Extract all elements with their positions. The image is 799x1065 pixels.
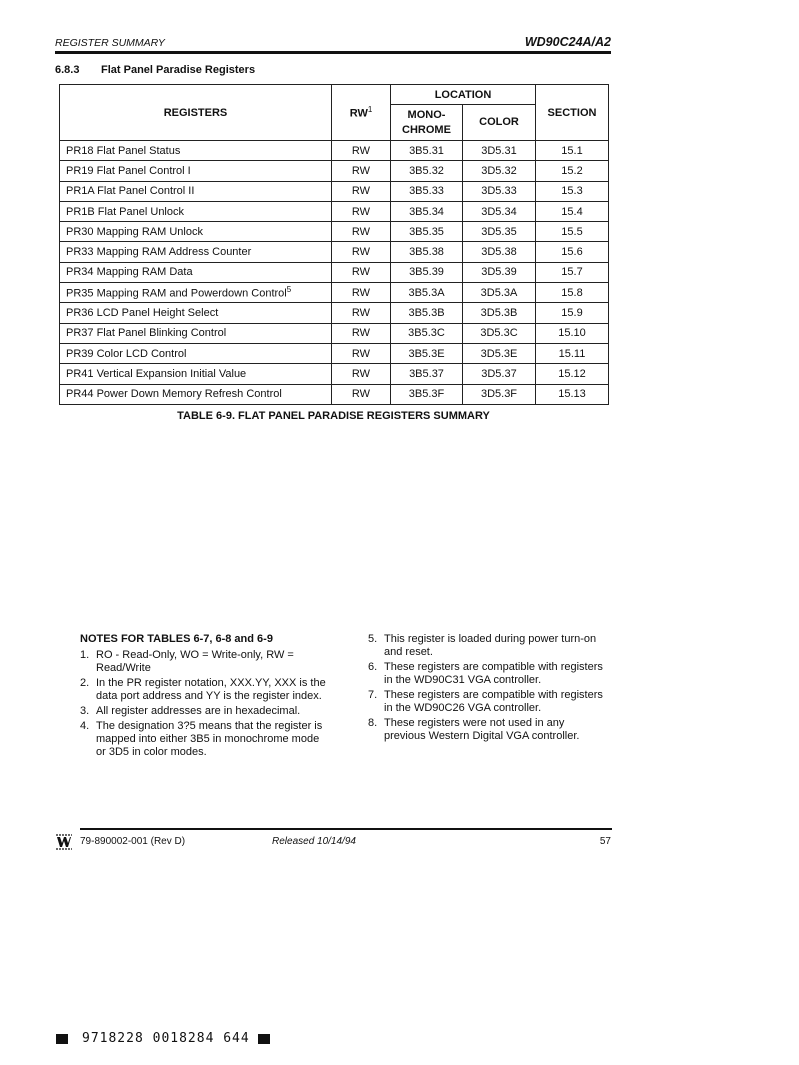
monochrome-address-cell: 3B5.38 (391, 242, 463, 262)
note-item (80, 705, 330, 718)
notes-title: NOTES FOR TABLES 6-7, 6-8 and 6-9 (80, 633, 273, 645)
monochrome-address-cell: 3B5.32 (391, 161, 463, 181)
table-row (60, 242, 609, 262)
monochrome-address-cell: 3B5.3B (391, 303, 463, 323)
section-ref-cell: 15.11 (536, 343, 609, 363)
color-address-cell: 3D5.37 (463, 364, 536, 384)
color-address-cell: 3D5.31 (463, 141, 536, 161)
note-number: 3. (80, 705, 90, 717)
rw-cell: RW (332, 161, 391, 181)
page-number: 57 (599, 836, 611, 847)
section-ref-cell: 15.9 (536, 303, 609, 323)
barcode-block-left (56, 1034, 68, 1044)
header-document-id: WD90C24A/A2 (524, 35, 611, 49)
scan-barcode (56, 1031, 270, 1046)
wd-logo-icon (56, 834, 72, 850)
table-row (60, 201, 609, 221)
section-heading (55, 64, 255, 76)
register-name-cell: PR30 Mapping RAM Unlock (60, 222, 332, 242)
rw-cell: RW (332, 242, 391, 262)
registers-table (59, 84, 609, 405)
registers-table-body (60, 141, 609, 405)
monochrome-address-cell: 3B5.3C (391, 323, 463, 343)
monochrome-address-cell: 3B5.33 (391, 181, 463, 201)
header-rule (55, 51, 611, 54)
section-ref-cell: 15.1 (536, 141, 609, 161)
register-name-cell: PR39 Color LCD Control (60, 343, 332, 363)
header-registers: REGISTERS (60, 85, 332, 141)
notes-right-column (368, 633, 608, 745)
register-name-cell: PR37 Flat Panel Blinking Control (60, 323, 332, 343)
header-rw: $RW^1$ (332, 85, 391, 141)
header-monochrome: MONO- CHROME (391, 105, 463, 141)
header-left-title: REGISTER SUMMARY (55, 37, 165, 49)
rw-cell: RW (332, 343, 391, 363)
rw-cell: RW (332, 303, 391, 323)
register-name-cell: PR1B Flat Panel Unlock (60, 201, 332, 221)
note-text: In the PR register notation, XXX.YY, XXX is the data port address and YY is the register index. (96, 677, 326, 702)
rw-cell: RW (332, 323, 391, 343)
note-item (80, 720, 330, 759)
monochrome-address-cell: 3B5.35 (391, 222, 463, 242)
register-name-cell: PR18 Flat Panel Status (60, 141, 332, 161)
monochrome-address-cell: 3B5.37 (391, 364, 463, 384)
color-address-cell: 3D5.39 (463, 262, 536, 282)
table-row (60, 343, 609, 363)
monochrome-address-cell: 3B5.3F (391, 384, 463, 404)
register-name-cell: PR33 Mapping RAM Address Counter (60, 242, 332, 262)
section-ref-cell: 15.12 (536, 364, 609, 384)
monochrome-address-cell: 3B5.34 (391, 201, 463, 221)
rw-cell: RW (332, 222, 391, 242)
register-name-cell: PR41 Vertical Expansion Initial Value (60, 364, 332, 384)
note-text: The designation 3?5 means that the register is mapped into either 3B5 in monochrome mode or 3D5 in color modes. (96, 720, 323, 758)
section-ref-cell: 15.13 (536, 384, 609, 404)
barcode-text: 9718228 0018284 644 (82, 1031, 250, 1046)
section-ref-cell: 15.8 (536, 283, 609, 303)
header-color: COLOR (463, 105, 536, 141)
footer-doc-number: 79-890002-001 (Rev D) (80, 836, 186, 847)
monochrome-address-cell: 3B5.3E (391, 343, 463, 363)
note-item (368, 717, 608, 743)
note-item (368, 661, 608, 687)
table-row (60, 161, 609, 181)
section-ref-cell: 15.4 (536, 201, 609, 221)
note-item (80, 649, 330, 675)
note-text: All register addresses are in hexadecimal. (96, 705, 301, 717)
color-address-cell: 3D5.35 (463, 222, 536, 242)
note-text: These registers are compatible with registers in the WD90C31 VGA controller. (384, 661, 603, 686)
table-caption: TABLE 6-9. FLAT PANEL PARADISE REGISTERS SUMMARY (177, 410, 490, 422)
color-address-cell: 3D5.33 (463, 181, 536, 201)
note-number: 7. (368, 689, 378, 701)
rw-cell: RW (332, 364, 391, 384)
header-section: SECTION (536, 85, 609, 141)
monochrome-address-cell: 3B5.3A (391, 283, 463, 303)
section-ref-cell: 15.2 (536, 161, 609, 181)
note-number: 6. (368, 661, 378, 673)
section-ref-cell: 15.7 (536, 262, 609, 282)
color-address-cell: 3D5.3B (463, 303, 536, 323)
section-ref-cell: 15.5 (536, 222, 609, 242)
color-address-cell: 3D5.3C (463, 323, 536, 343)
color-address-cell: 3D5.3A (463, 283, 536, 303)
color-address-cell: 3D5.3F (463, 384, 536, 404)
table-row (60, 262, 609, 282)
note-number: 5. (368, 633, 378, 645)
register-name-cell: PR35 Mapping RAM and Powerdown Control$^5$ (60, 283, 332, 303)
register-name-cell: PR19 Flat Panel Control I (60, 161, 332, 181)
note-text: This register is loaded during power turn-on and reset. (384, 633, 597, 658)
register-name-cell: PR1A Flat Panel Control II (60, 181, 332, 201)
table-row (60, 364, 609, 384)
table-row (60, 323, 609, 343)
section-title: Flat Panel Paradise Registers (101, 64, 256, 76)
note-number: 2. (80, 677, 90, 689)
rw-cell: RW (332, 283, 391, 303)
color-address-cell: 3D5.34 (463, 201, 536, 221)
note-text: These registers were not used in any previous Western Digital VGA controller. (384, 717, 580, 742)
note-number: 4. (80, 720, 90, 732)
section-ref-cell: 15.6 (536, 242, 609, 262)
footer-release-date: Released 10/14/94 (272, 836, 356, 847)
color-address-cell: 3D5.3E (463, 343, 536, 363)
note-item (368, 633, 608, 659)
rw-cell: RW (332, 141, 391, 161)
note-text: RO - Read-Only, WO = Write-only, RW = Read/Write (96, 649, 294, 674)
note-item (368, 689, 608, 715)
section-ref-cell: 15.10 (536, 323, 609, 343)
header-location: LOCATION (391, 85, 536, 105)
table-row (60, 384, 609, 404)
rw-cell: RW (332, 262, 391, 282)
rw-cell: RW (332, 384, 391, 404)
footer-rule (80, 828, 612, 830)
note-item (80, 677, 330, 703)
register-name-cell: PR44 Power Down Memory Refresh Control (60, 384, 332, 404)
note-text: These registers are compatible with registers in the WD90C26 VGA controller. (384, 689, 603, 714)
rw-cell: RW (332, 201, 391, 221)
note-number: 8. (368, 717, 378, 729)
table-row (60, 222, 609, 242)
monochrome-address-cell: 3B5.39 (391, 262, 463, 282)
table-row (60, 181, 609, 201)
note-number: 1. (80, 649, 90, 661)
color-address-cell: 3D5.32 (463, 161, 536, 181)
footnote-marker: 5 (286, 285, 292, 295)
table-row (60, 283, 609, 303)
barcode-block-right (258, 1034, 270, 1044)
table-row (60, 303, 609, 323)
register-name-cell: PR36 LCD Panel Height Select (60, 303, 332, 323)
section-number: 6.8.3 (55, 64, 80, 76)
color-address-cell: 3D5.38 (463, 242, 536, 262)
rw-cell: RW (332, 181, 391, 201)
header-rw-footnote: 1 (367, 105, 373, 115)
register-name-cell: PR34 Mapping RAM Data (60, 262, 332, 282)
notes-left-column (80, 633, 330, 761)
table-row (60, 141, 609, 161)
section-ref-cell: 15.3 (536, 181, 609, 201)
monochrome-address-cell: 3B5.31 (391, 141, 463, 161)
